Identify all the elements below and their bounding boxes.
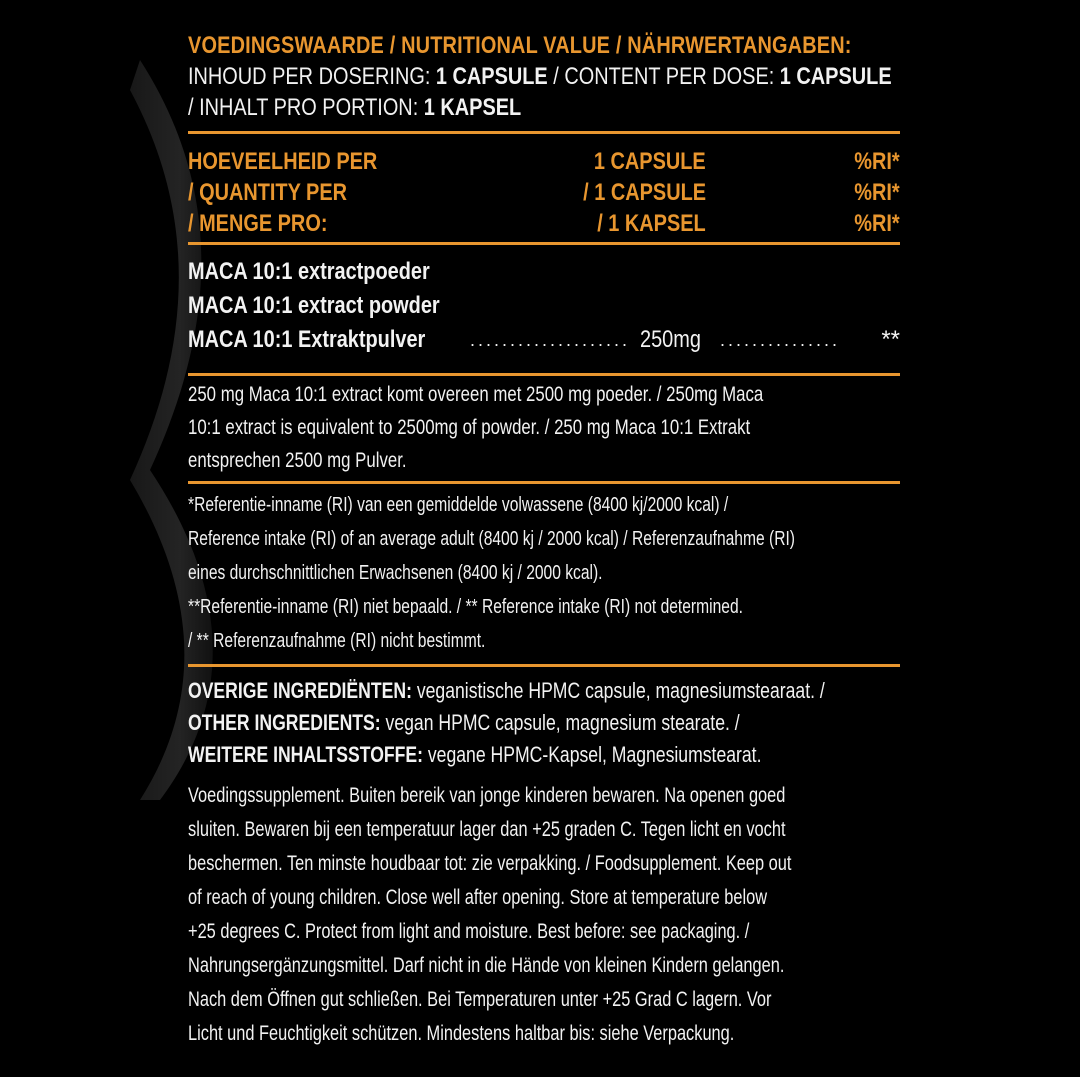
equivalence-line: 250 mg Maca 10:1 extract komt overeen met 2500 mg poeder. / 250mg Maca [188, 383, 764, 406]
divider [188, 131, 900, 134]
reference-line: *Referentie-inname (RI) van een gemiddelde volwassene (8400 kj/2000 kcal) / [188, 494, 729, 516]
quantity-label: / QUANTITY PER [188, 179, 348, 206]
dose-label-en: / CONTENT PER DOSE: [547, 63, 780, 90]
dose-value-en: 1 CAPSULE [779, 63, 892, 90]
other-ingredients-text: vegane HPMC-Kapsel, Magnesiumstearat. [422, 742, 762, 767]
quantity-row [188, 177, 900, 208]
leader-dots: .................... [470, 330, 631, 350]
ingredient-name-en: MACA 10:1 extract powder [188, 292, 440, 319]
equivalence-line: entsprechen 2500 mg Pulver. [188, 449, 407, 472]
usage-instructions [188, 775, 900, 1051]
divider [188, 242, 900, 245]
other-ingredients-label: WEITERE INHALTSSTOFFE: [188, 742, 423, 767]
nutrition-label-panel [188, 30, 900, 1051]
dose-value-nl: 1 CAPSULE [435, 63, 548, 90]
quantity-label: HOEVEELHEID PER [188, 148, 378, 175]
usage-line: sluiten. Bewaren bij een temperatuur lager dan +25 graden C. Tegen licht en vocht [188, 818, 786, 841]
quantity-ri: %RI* [854, 179, 900, 206]
header-section [188, 30, 900, 131]
quantity-ri: %RI* [854, 148, 900, 175]
usage-line: Licht und Feuchtigkeit schützen. Mindestens haltbar bis: siehe Verpackung. [188, 1022, 735, 1045]
other-ingredients-label: OVERIGE INGREDIËNTEN: [188, 678, 412, 703]
other-ingredients-nl [188, 675, 825, 707]
other-ingredients-en [188, 707, 758, 739]
quantity-ri: %RI* [854, 210, 900, 237]
ingredient-block [188, 255, 900, 373]
dose-line-2 [188, 92, 779, 123]
reference-line: eines durchschnittlichen Erwachsenen (8400 kj / 2000 kcal). [188, 562, 603, 584]
other-ingredients-text: vegan HPMC capsule, magnesium stearate. / [380, 710, 740, 735]
reference-line: / ** Referenzaufnahme (RI) nicht bestimmt. [188, 630, 486, 652]
quantity-label: / MENGE PRO: [188, 210, 328, 237]
usage-line: Nach dem Öffnen gut schließen. Bei Temperaturen unter +25 Grad C lagern. Vor [188, 988, 772, 1011]
usage-line: Voedingssupplement. Buiten bereik van jonge kinderen bewaren. Na openen goed [188, 784, 786, 807]
other-ingredients-text: veganistische HPMC capsule, magnesiumstearaat. / [411, 678, 825, 703]
other-ingredients [188, 667, 900, 775]
ingredient-name-nl: MACA 10:1 extractpoeder [188, 258, 430, 285]
quantity-table [188, 146, 900, 242]
ingredient-name-de: MACA 10:1 Extraktpulver [188, 326, 426, 353]
dose-line-1 [188, 61, 892, 92]
equivalence-note [188, 376, 900, 481]
usage-line: beschermen. Ten minste houdbaar tot: zie verpakking. / Foodsupplement. Keep out [188, 852, 792, 875]
quantity-row [188, 146, 900, 177]
reference-intake-note [188, 484, 900, 664]
dose-value-de: 1 KAPSEL [423, 94, 522, 121]
dose-label-nl: INHOUD PER DOSERING: [188, 63, 436, 90]
usage-line: Nahrungsergänzungsmittel. Darf nicht in die Hände von kleinen Kindern gelangen. [188, 954, 785, 977]
equivalence-line: 10:1 extract is equivalent to 2500mg of powder. / 250 mg Maca 10:1 Extrakt [188, 416, 751, 439]
ingredient-row-de [188, 323, 900, 357]
nutrition-title: VOEDINGSWAARDE / NUTRITIONAL VALUE / NÄHRWERTANGABEN: [188, 32, 852, 59]
quantity-row [188, 208, 900, 239]
ingredient-amount: 250mg [640, 326, 701, 353]
reference-line: **Referentie-inname (RI) niet bepaald. / ** Reference intake (RI) not determined. [188, 596, 743, 618]
other-ingredients-de [188, 739, 762, 771]
usage-line: +25 degrees C. Protect from light and moisture. Best before: see packaging. / [188, 920, 750, 943]
dose-label-de: / INHALT PRO PORTION: [188, 94, 424, 121]
other-ingredients-label: OTHER INGREDIENTS: [188, 710, 381, 735]
reference-line: Reference intake (RI) of an average adult (8400 kj / 2000 kcal) / Referenzaufnahme (RI) [188, 528, 795, 550]
quantity-amount: 1 CAPSULE [594, 148, 706, 175]
usage-line: of reach of young children. Close well after opening. Store at temperature below [188, 886, 768, 909]
quantity-amount: / 1 KAPSEL [597, 210, 706, 237]
ingredient-ri: ** [881, 326, 900, 353]
quantity-amount: / 1 CAPSULE [583, 179, 706, 206]
leader-dots: ............... [720, 330, 841, 350]
